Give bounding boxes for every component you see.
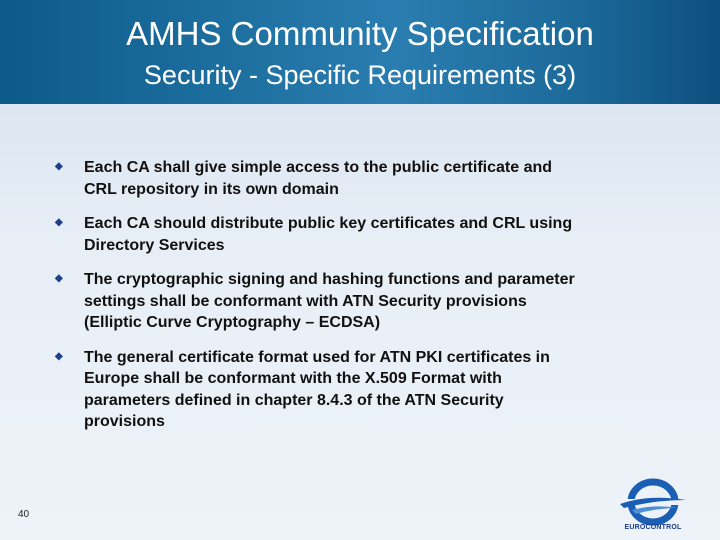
bullet-line: The cryptographic signing and hashing functions and parameter [84,271,575,288]
bullet-list [55,157,654,446]
bullet-line: parameters defined in chapter 8.4.3 of the ATN Security [84,391,504,409]
bullet-item [55,157,654,200]
bullet-line: settings shall be conformant with ATN Security provisions [84,292,527,310]
eurocontrol-logo-icon [618,478,688,526]
bullet-line: (Elliptic Curve Cryptography – ECDSA) [84,314,381,331]
logo-label: EUROCONTROL [624,524,682,531]
bullet-line: provisions [84,413,165,430]
eurocontrol-logo [618,478,688,534]
slide-title: AMHS Community Specification [126,15,594,52]
title-banner [0,0,720,104]
bullet-line: CRL repository in its own domain [84,180,339,198]
bullet-item [55,269,654,334]
bullet-line: Each CA shall give simple access to the public certificate and [84,159,553,176]
slide-subtitle: Security - Specific Requirements (3) [143,60,577,90]
diamond-bullet-icon: ◆ [55,350,63,362]
diamond-bullet-icon: ◆ [55,273,63,284]
bullet-line: The general certificate format used for ATN PKI certificates in [84,348,550,366]
bullet-line: Europe shall be conformant with the X.509 Format with [84,370,502,387]
diamond-bullet-icon: ◆ [55,161,63,172]
diamond-bullet-icon: ◆ [55,217,63,228]
page-number: 40 [18,509,30,520]
bullet-line: Each CA should distribute public key certificates and CRL using [84,215,573,232]
bullet-item [55,347,654,433]
bullet-line: Directory Services [84,236,225,254]
bullet-item [55,213,654,256]
